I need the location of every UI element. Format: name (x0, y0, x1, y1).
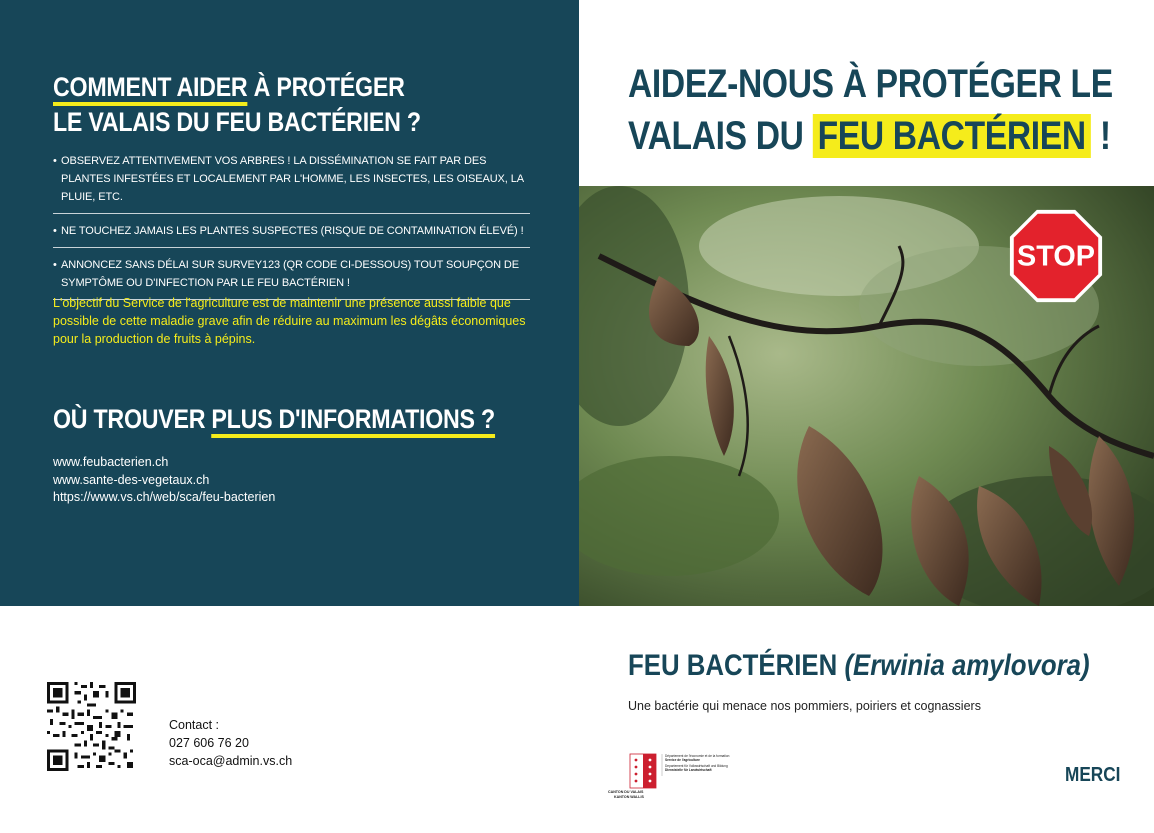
species-title-common: FEU BACTÉRIEN (628, 649, 845, 682)
contact-phone[interactable]: 027 606 76 20 (169, 736, 249, 750)
main-title-highlight: FEU BACTÉRIEN (813, 114, 1091, 158)
advice-item-observe: • OBSERVEZ ATTENTIVEMENT VOS ARBRES ! LA DISSÉMINATION SE FAIT PAR DES PLANTES INFESTÉES ET LOCALEMENT PAR L'HOMME, LES INSECTES, LES OISEAUX, LA PLUIE, ETC. (53, 152, 530, 214)
canton-valais-logo (600, 752, 750, 802)
main-title-line1: AIDEZ-NOUS À PROTÉGER LE (628, 62, 1113, 106)
link-feubacterien[interactable]: www.feubacterien.ch (53, 455, 169, 469)
advice-item-do-not-touch: • NE TOUCHEZ JAMAIS LES PLANTES SUSPECTES (RISQUE DE CONTAMINATION ÉLEVÉ) ! (53, 222, 530, 248)
species-title (628, 648, 1090, 684)
logo-dept-fr-2: Service de l'agriculture (665, 758, 700, 762)
objective-text: L'objectif du Service de l'agriculture est de maintenir une présence aussi faible que possible de cette maladie grave afin de réduire au maximum les dégâts économiques pour la production de fruits à pépins. (53, 296, 526, 346)
logo-dept-fr-1: Département de l'économie et de la formation (665, 754, 730, 758)
stop-sign-icon (1008, 208, 1104, 304)
heading-more-info-prefix: OÙ TROUVER (53, 404, 212, 434)
logo-canton-fr: CANTON DU VALAIS (608, 790, 644, 794)
logo-dept-de-2: Dienststelle für Landwirtschaft (665, 768, 712, 772)
species-subtitle: Une bactérie qui menace nos pommiers, poiriers et cognassiers (628, 699, 981, 713)
valais-coat-of-arms-icon (630, 754, 656, 788)
stop-sign-text: STOP (1017, 240, 1095, 273)
advice-item-report: • ANNONCEZ SANS DÉLAI SUR SURVEY123 (QR CODE CI-DESSOUS) TOUT SOUPÇON DE SYMPTÔME OU D'INFECTION PAR LE FEU BACTÉRIEN ! (53, 256, 530, 300)
main-title-suffix: ! (1090, 114, 1111, 158)
logo-canton-de: KANTON WALLIS (614, 795, 644, 799)
link-vs-ch[interactable]: https://www.vs.ch/web/sca/feu-bacterien (53, 490, 276, 504)
main-title (628, 58, 1113, 162)
qr-code-icon[interactable] (47, 682, 136, 771)
heading-how-to-help (53, 70, 421, 140)
advice-list (53, 152, 530, 308)
heading-how-to-help-line2: LE VALAIS DU FEU BACTÉRIEN ? (53, 107, 421, 137)
left-panel (0, 0, 579, 606)
heading-how-to-help-highlight: COMMENT AIDER (53, 72, 247, 106)
contact-block (169, 716, 292, 770)
contact-label: Contact : (169, 718, 220, 732)
link-sante-des-vegetaux[interactable]: www.sante-des-vegetaux.ch (53, 472, 210, 487)
contact-email[interactable]: sca-oca@admin.vs.ch (169, 754, 293, 768)
main-title-line2-prefix: VALAIS DU (628, 114, 813, 158)
species-title-latin: (Erwinia amylovora) (844, 649, 1090, 682)
merci-text: MERCI (1065, 764, 1121, 786)
logo-dept-de-1: Departement für Volkswirtschaft und Bildung (665, 764, 728, 768)
heading-more-info (53, 402, 495, 437)
heading-how-to-help-rest: À PROTÉGER (247, 72, 405, 102)
info-links (53, 454, 275, 507)
heading-more-info-highlight: PLUS D'INFORMATIONS ? (211, 404, 494, 438)
